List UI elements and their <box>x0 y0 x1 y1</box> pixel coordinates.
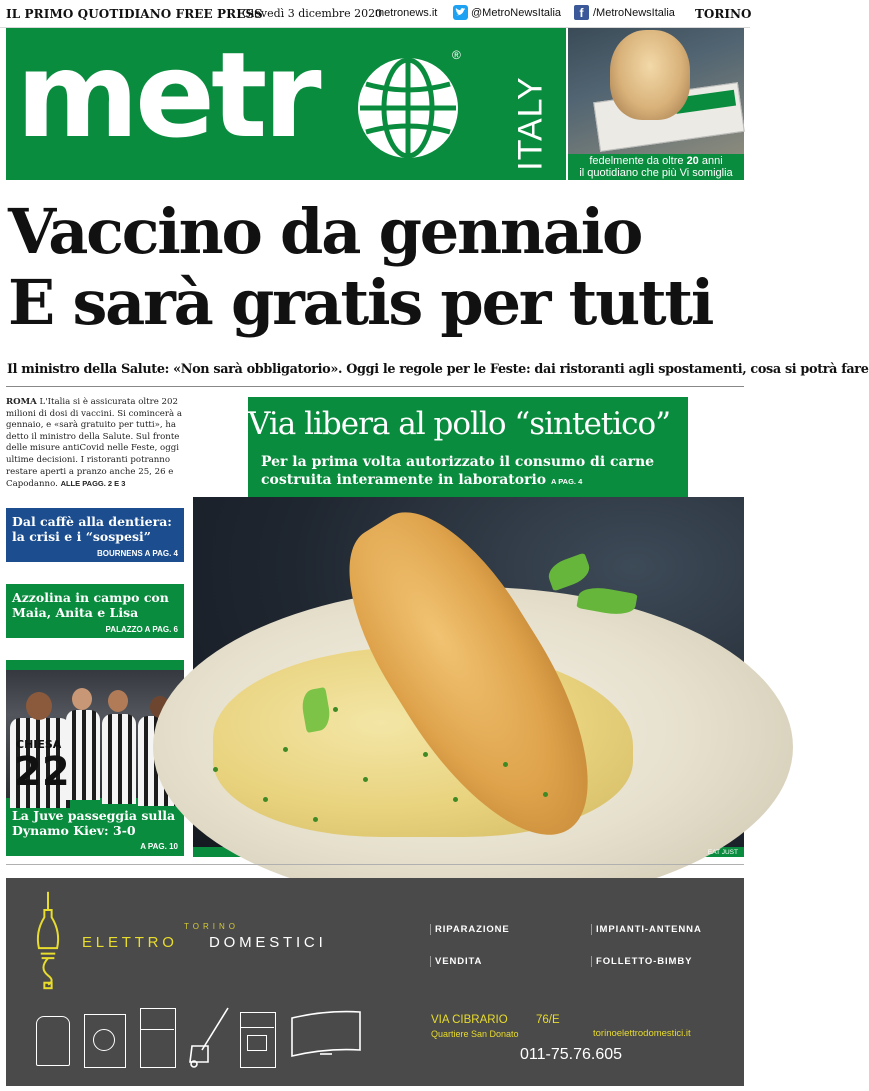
headline-line1: Vaccino da gennaio <box>8 195 642 268</box>
lab-chicken-dish-photo <box>193 497 744 847</box>
feature-summary: Per la prima volta autorizzato il consumo di carne costruita interamente in laboratorio A PAG. 4 <box>261 454 655 488</box>
shirt-name: CHIESA <box>16 738 62 751</box>
shirt-number: 22 <box>14 749 70 795</box>
coffee-machine-icon <box>36 1016 70 1066</box>
ad-service-antenna: IMPIANTI-ANTENNA <box>591 924 702 935</box>
globe-logo-icon <box>356 56 460 160</box>
divider <box>6 864 744 865</box>
ad-service-repair: RIPARAZIONE <box>430 924 510 935</box>
facebook-handle[interactable]: /MetroNewsItalia <box>593 7 675 19</box>
ad-district: Quartiere San Donato <box>431 1029 519 1039</box>
website-link[interactable]: metronews.it <box>375 7 438 19</box>
promo-text-line2: il quotidiano che più Vi somiglia <box>579 167 733 179</box>
twitter-handle[interactable]: @MetroNewsItalia <box>471 7 562 19</box>
dateline: ROMA <box>6 397 37 407</box>
headline-line2: E sarà gratis per tutti <box>8 266 713 339</box>
lightbulb-plug-icon <box>28 890 68 990</box>
ad-service-folletto: FOLLETTO-BIMBY <box>591 956 692 967</box>
divider <box>6 386 744 387</box>
television-icon <box>290 1006 362 1068</box>
dog-with-newspaper-photo <box>568 28 744 154</box>
teaser-title: La Juve passeggia sulla Dynamo Kiev: 3-0 <box>12 808 176 838</box>
lead-text: L'Italia si è assicurata oltre 202 milioni di dosi di vaccini. Si comincerà a gennaio, e «sarà gratuito per tutti», ha detto il ministro della Salute. Sul fronte delle misure antiCovid nelle Feste, oggi ultime decisioni. I ristoranti potranno restare aperti a pranzo anche 25, 26 e Capodanno. <box>6 397 182 490</box>
teaser-page-ref: BOURNENS A PAG. 4 <box>96 549 178 558</box>
advertisement[interactable] <box>6 878 744 1086</box>
feature-page-ref: A PAG. 4 <box>551 477 583 486</box>
teaser-page-ref: PALAZZO A PAG. 6 <box>105 625 178 634</box>
lead-page-ref[interactable]: ALLE PAGG. 2 E 3 <box>60 479 126 489</box>
twitter-icon <box>453 5 468 20</box>
vacuum-cleaner-icon <box>184 1006 234 1068</box>
teaser-azzolina[interactable] <box>6 584 184 638</box>
photo-credit: EAT JUST <box>707 849 738 856</box>
ad-street: VIA CIBRARIO <box>431 1014 508 1026</box>
promo-text-line1: fedelmente da oltre 20 anni <box>589 155 723 167</box>
ad-brand-second: DOMESTICI <box>209 934 327 951</box>
refrigerator-icon <box>140 1008 176 1068</box>
stove-icon <box>240 1012 276 1068</box>
teaser-page-ref: A PAG. 10 <box>140 842 178 851</box>
promo-box <box>568 28 744 180</box>
teaser-title: Azzolina in campo con Maia, Anita e Lisa <box>12 590 169 620</box>
feature-title: Via libera al pollo “sintetico” <box>248 406 671 442</box>
lead-article <box>6 397 186 491</box>
subheadline: Il ministro della Salute: «Non sarà obbligatorio». Oggi le regole per le Feste: dai ristoranti agli spostamenti, cosa si potrà fare <box>7 362 869 377</box>
masthead <box>6 28 566 180</box>
facebook-icon: f <box>574 5 589 20</box>
ad-brand-city: TORINO <box>184 922 239 931</box>
city-edition: TORINO <box>695 7 752 21</box>
washing-machine-icon <box>84 1014 126 1068</box>
edition-label: ITALY <box>511 76 550 171</box>
teaser-title: Dal caffè alla dentiera: la crisi e i “sospesi” <box>12 514 172 544</box>
teaser-crisi[interactable] <box>6 508 184 562</box>
tagline: IL PRIMO QUOTIDIANO FREE PRESS <box>6 7 263 21</box>
registered-mark: ® <box>452 48 461 62</box>
ad-phone-number[interactable]: 011-75.76.605 <box>520 1046 623 1063</box>
issue-date: Giovedì 3 dicembre 2020 <box>242 7 383 20</box>
ad-service-sales: VENDITA <box>430 956 482 967</box>
feature-story[interactable] <box>193 397 744 857</box>
ad-website-link[interactable]: torinoelettrodomestici.it <box>593 1028 691 1039</box>
ad-brand-first: ELETTRO <box>82 934 178 951</box>
main-headline <box>8 196 748 338</box>
logo-wordmark: metr <box>16 26 318 164</box>
ad-street-number: 76/E <box>536 1014 560 1026</box>
